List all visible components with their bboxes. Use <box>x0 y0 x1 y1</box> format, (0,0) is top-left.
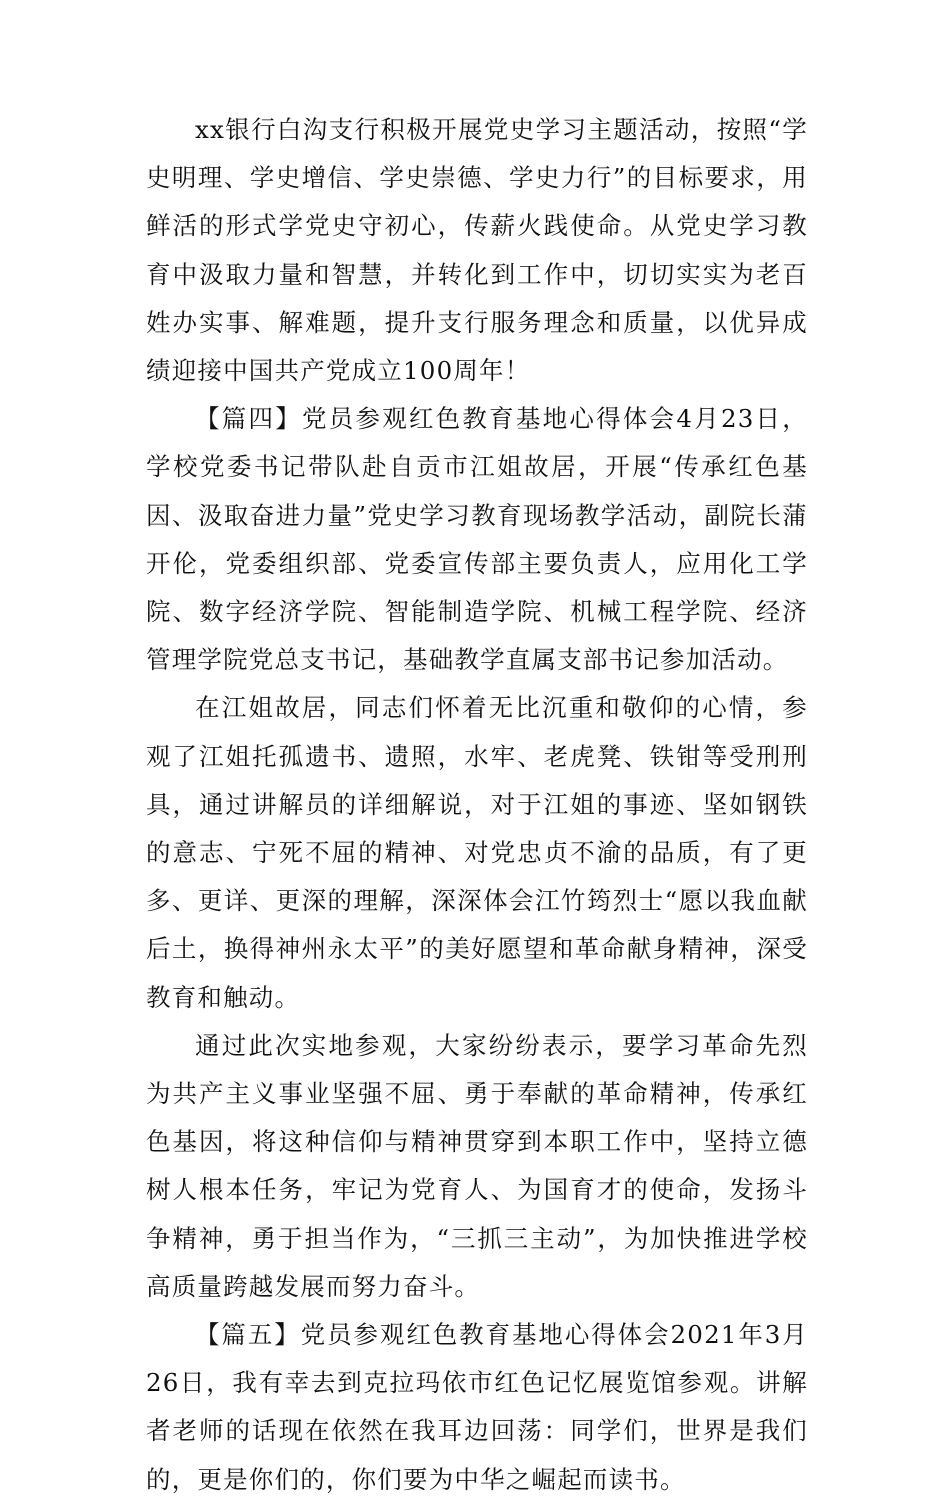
paragraph-reflection: 通过此次实地参观，大家纷纷表示，要学习革命先烈为共产主义事业坚强不屈、勇于奉献的革命精神，传承红色基因，将这种信仰与精神贯穿到本职工作中，坚持立德树人根本任务，牢记为党育人、为国育才的使命，发扬斗争精神，勇于担当作为，“三抓三主动”，为加快推进学校高质量跨越发展而努力奋斗。 <box>146 1030 808 1301</box>
paragraph-part-five: 【篇五】党员参观红色教育基地心得体会2021年3月26日，我有幸去到克拉玛依市红色记忆展览馆参观。讲解者老师的话现在依然在我耳边回荡：同学们，世界是我们的，更是你们的，你们要为中华之崛起而读书。 <box>146 1320 808 1494</box>
document-body <box>146 106 808 1504</box>
paragraph-jiangjie-residence: 在江姐故居，同志们怀着无比沉重和敬仰的心情，参观了江姐托孤遗书、遗照，水牢、老虎凳、铁钳等受刑刑具，通过讲解员的详细解说，对于江姐的事迹、坚如钢铁的意志、宁死不屈的精神、对党忠贞不渝的品质，有了更多、更详、更深的理解，深深体会江竹筠烈士“愿以我血献后土，换得神州永太平”的美好愿望和革命献身精神，深受教育和触动。 <box>146 693 808 1012</box>
paragraph-bank-activity: xx银行白沟支行积极开展党史学习主题活动，按照“学史明理、学史增信、学史崇德、学史力行”的目标要求，用鲜活的形式学党史守初心，传薪火践使命。从党史学习教育中汲取力量和智慧，并转化到工作中，切切实实为老百姓办实事、解难题，提升支行服务理念和质量，以优异成绩迎接中国共产党成立100周年！ <box>146 115 808 386</box>
paragraph-part-four: 【篇四】党员参观红色教育基地心得体会4月23日，学校党委书记带队赴自贡市江姐故居，开展“传承红色基因、汲取奋进力量”党史学习教育现场教学活动，副院长蒲开伦，党委组织部、党委宣传部主要负责人，应用化工学院、数字经济学院、智能制造学院、机械工程学院、经济管理学院党总支书记，基础教学直属支部书记参加活动。 <box>146 404 808 675</box>
